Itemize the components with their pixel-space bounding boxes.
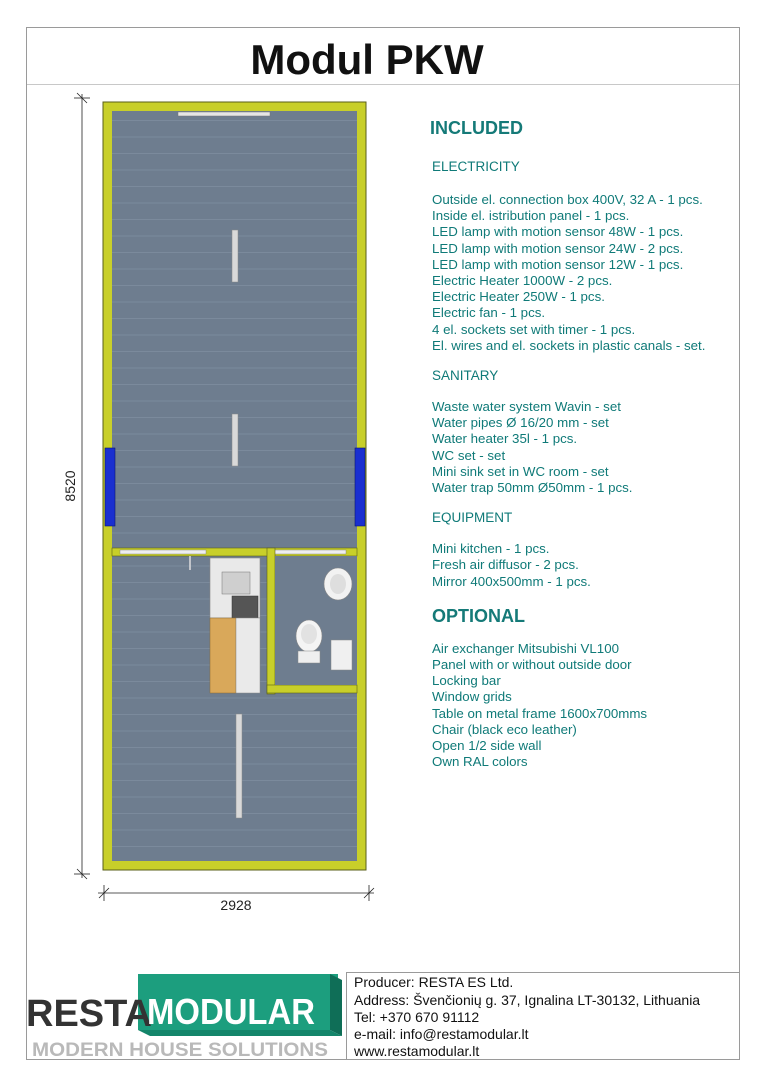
equipment-list — [432, 541, 740, 590]
light-fixture-2 — [232, 414, 238, 466]
wc-wall-bottom — [267, 685, 357, 693]
list-item: Inside el. istribution panel - 1 pcs. — [432, 208, 630, 224]
list-item: Outside el. connection box 400V, 32 A - 1 pcs. — [432, 192, 703, 207]
width-dimension: 2928 — [220, 897, 252, 913]
website-link[interactable]: www.restamodular.lt — [354, 1043, 480, 1059]
list-item: Water trap 50mm Ø50mm - 1 pcs. — [432, 480, 633, 496]
height-dimension: 8520 — [62, 470, 78, 502]
list-item: 4 el. sockets set with timer - 1 pcs. — [432, 321, 636, 337]
right-door — [355, 448, 365, 526]
list-item: Open 1/2 side wall — [432, 738, 542, 754]
electricity-heading: ELECTRICITY — [432, 159, 520, 174]
list-item: Water heater 35l - 1 pcs. — [432, 431, 578, 447]
wc-wall — [267, 548, 275, 694]
list-item: Locking bar — [432, 673, 501, 689]
list-item: Water pipes Ø 16/20 mm - set — [432, 415, 609, 431]
optional-heading: OPTIONAL — [432, 605, 525, 626]
list-item: Mini sink set in WC room - set — [432, 463, 609, 479]
list-item: Chair (black eco leather) — [432, 721, 577, 737]
tel-text: Tel: +370 670 91112 — [354, 1009, 480, 1025]
list-item: LED lamp with motion sensor 24W - 2 pcs. — [432, 240, 684, 256]
list-item: LED lamp with motion sensor 48W - 1 pcs. — [432, 224, 684, 240]
kitchen-counter — [210, 618, 236, 693]
title-bar — [27, 28, 739, 85]
light-fixture-1 — [232, 230, 238, 282]
producer-text: Producer: RESTA ES Ltd. — [354, 974, 514, 990]
sanitary-list — [432, 399, 740, 496]
list-item: Air exchanger Mitsubishi VL100 — [432, 640, 619, 656]
equipment-heading: EQUIPMENT — [432, 510, 513, 526]
logo-modular: MODULAR — [147, 991, 315, 1032]
spec-column — [420, 112, 740, 770]
page-title: Modul PKW — [250, 36, 484, 83]
email-link[interactable]: e-mail: info@restamodular.lt — [354, 1026, 529, 1042]
partition-window-left — [120, 550, 206, 554]
included-heading: INCLUDED — [430, 118, 523, 138]
list-item: Electric fan - 1 pcs. — [432, 305, 546, 321]
top-window — [178, 112, 270, 116]
list-item: Own RAL colors — [432, 754, 528, 770]
optional-list — [432, 641, 740, 771]
left-door — [105, 448, 115, 526]
list-item: Panel with or without outside door — [432, 657, 632, 673]
list-item: Waste water system Wavin - set — [432, 399, 621, 415]
floor-plan — [60, 88, 390, 918]
logo-resta: RESTA — [26, 993, 152, 1035]
light-fixture-3 — [236, 714, 242, 818]
list-item: Window grids — [432, 689, 512, 705]
list-item: LED lamp with motion sensor 12W - 1 pcs. — [432, 256, 684, 272]
list-item: Fresh air diffusor - 2 pcs. — [432, 557, 579, 573]
contact-box — [346, 972, 740, 1060]
list-item: El. wires and el. sockets in plastic canals - set. — [432, 337, 706, 353]
list-item: Electric Heater 250W - 1 pcs. — [432, 289, 605, 305]
sanitary-heading: SANITARY — [432, 368, 499, 384]
water-heater — [331, 640, 352, 670]
electricity-list — [432, 192, 740, 354]
partition-window-right — [274, 550, 346, 554]
list-item: Table on metal frame 1600x700mms — [432, 705, 648, 721]
list-item: Mini kitchen - 1 pcs. — [432, 541, 550, 557]
company-logo — [26, 972, 346, 1060]
list-item: WC set - set — [432, 447, 506, 463]
address-text: Address: Švenčionių g. 37, Ignalina LT-30132, Lithuania — [354, 992, 701, 1008]
main-floor — [112, 111, 357, 861]
list-item: Electric Heater 1000W - 2 pcs. — [432, 273, 613, 289]
logo-tagline: MODERN HOUSE SOLUTIONS — [32, 1040, 328, 1060]
list-item: Mirror 400x500mm - 1 pcs. — [432, 573, 591, 589]
